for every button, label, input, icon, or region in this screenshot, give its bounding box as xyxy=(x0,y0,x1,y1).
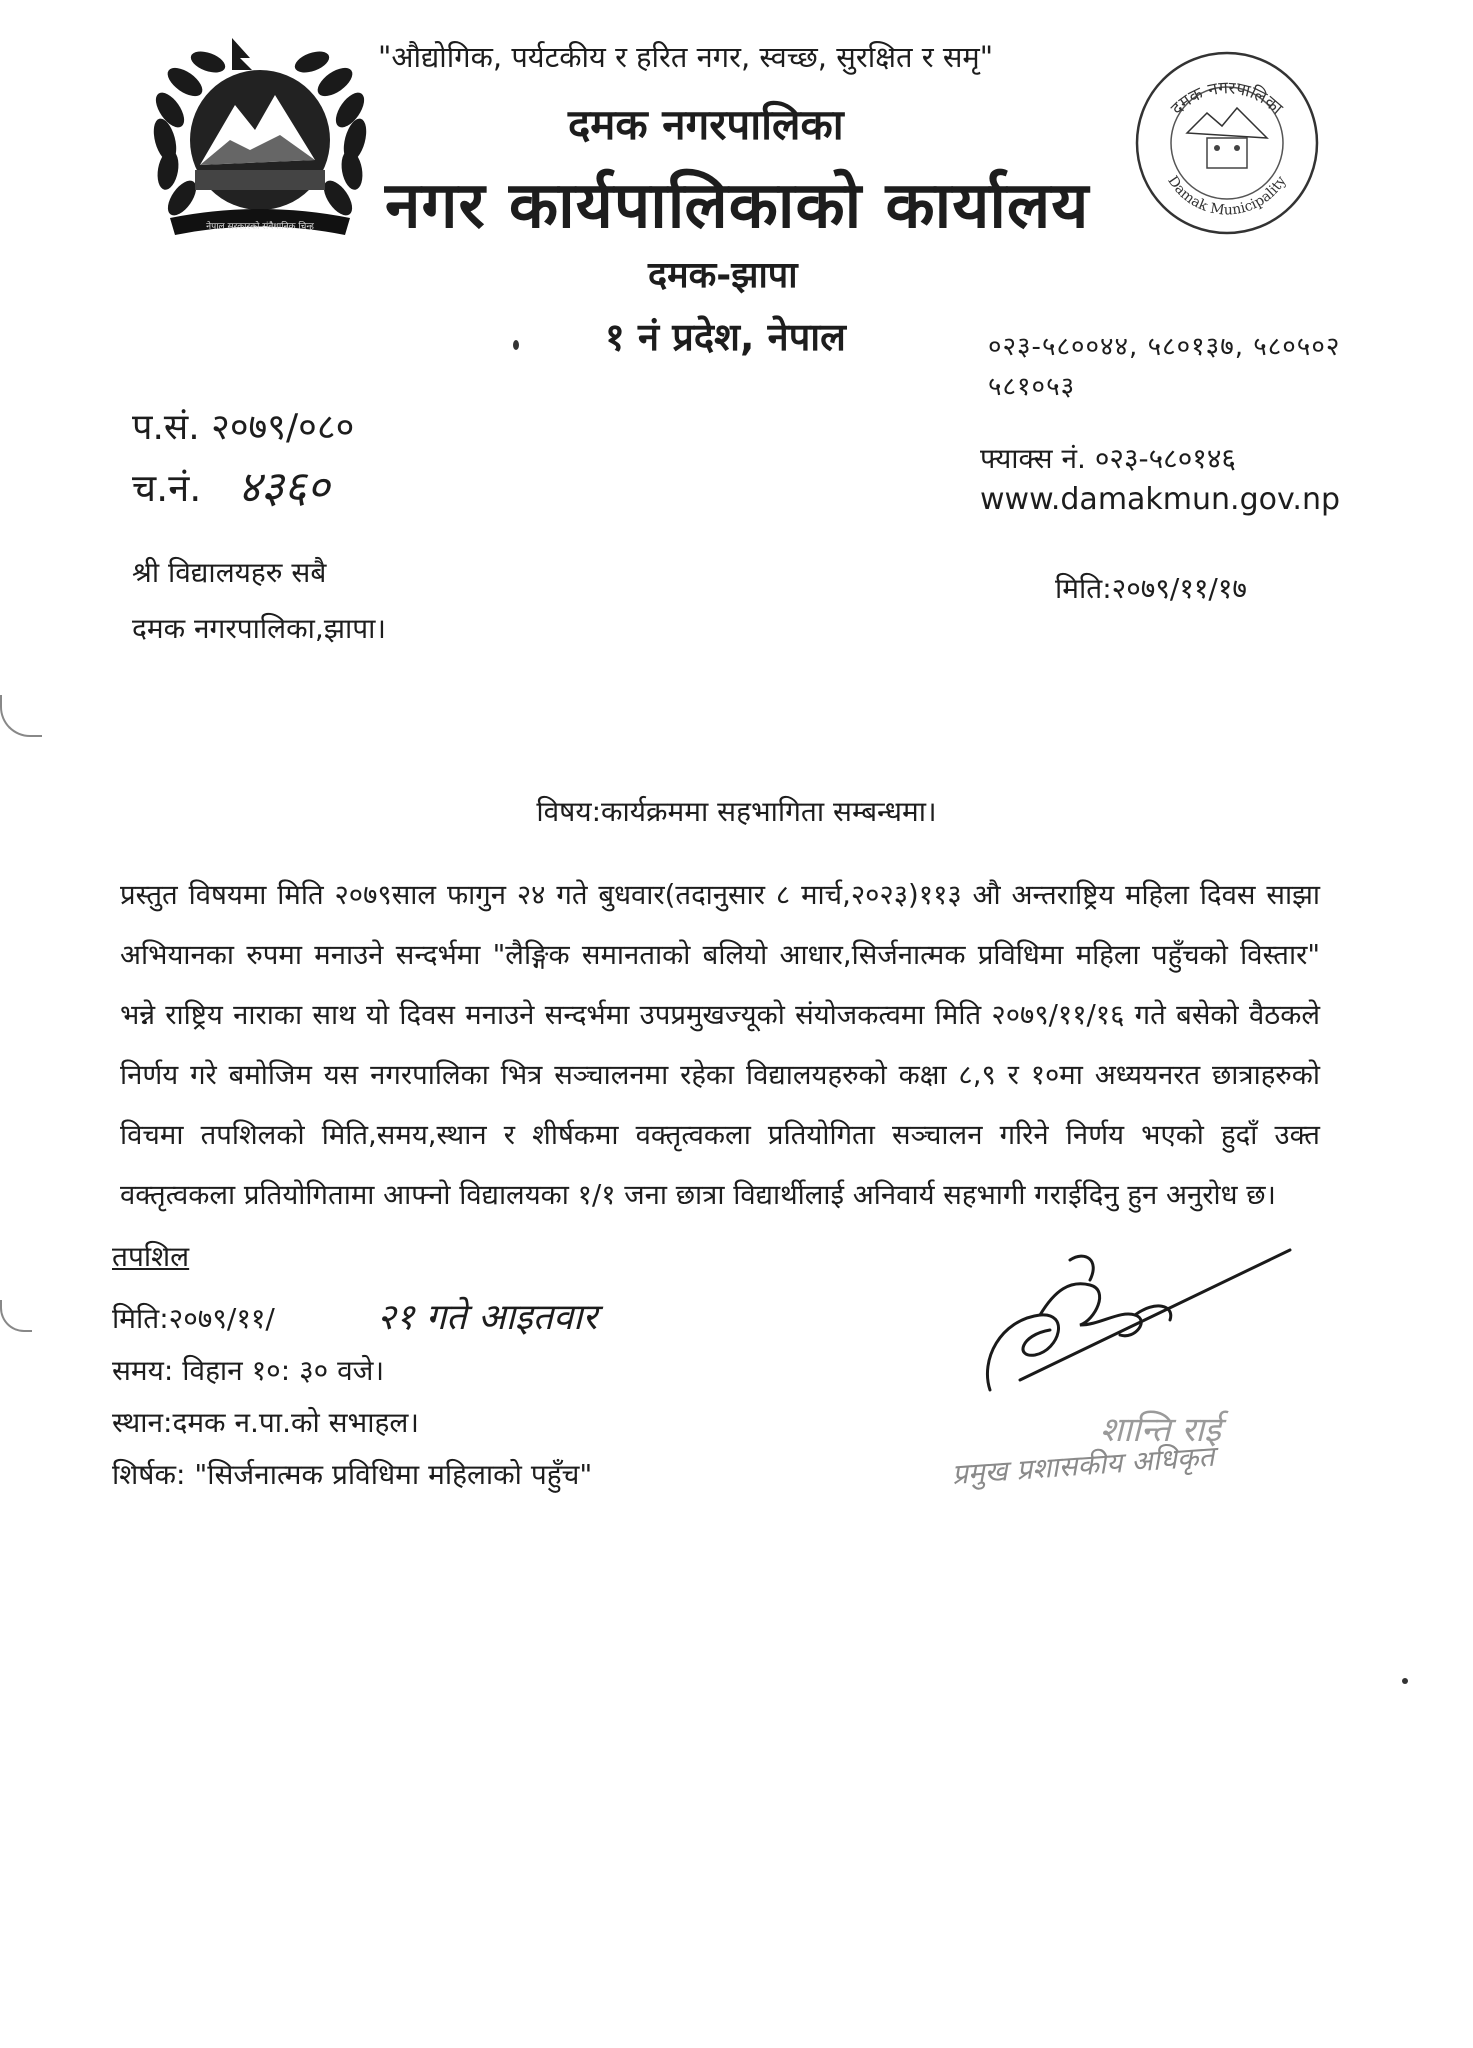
schedule-heading: तपशिल xyxy=(112,1240,190,1273)
schedule-date-handwritten: २१ गते आइतवार xyxy=(377,1297,598,1338)
government-emblem-icon xyxy=(140,30,380,245)
province-address: १ नं प्रदेश, नेपाल xyxy=(605,315,846,359)
office-name: नगर कार्यपालिकाको कार्यालय xyxy=(385,169,1090,243)
scan-edge-mark xyxy=(0,695,42,737)
website-link[interactable]: www.damakmun.gov.np xyxy=(980,482,1340,517)
dispatch-label: च.नं. xyxy=(132,466,202,510)
schedule-date-label: मिति:२०७९/११/ xyxy=(112,1302,275,1335)
schedule-title: शिर्षक: "सिर्जनात्मक प्रविधिमा महिलाको पहुँच" xyxy=(112,1458,593,1491)
scan-mark xyxy=(1402,1678,1408,1684)
phone-numbers: ०२३-५८००४४, ५८०१३७, ५८०५०२ xyxy=(988,332,1341,362)
phone-numbers-continued: ५८१०५३ xyxy=(988,372,1076,402)
letter-subject: विषय:कार्यक्रममा सहभागिता सम्बन्धमा। xyxy=(536,795,937,828)
svg-text:नेपाल सरकारको संवैधानिक चिन्ह: नेपाल सरकारको संवैधानिक चिन्ह xyxy=(206,222,314,232)
signatory-name: शान्ति राई xyxy=(1100,1410,1221,1450)
recipient-line-2: दमक नगरपालिका,झापा। xyxy=(132,612,387,645)
schedule-time: समय: विहान १०: ३० वजे। xyxy=(112,1354,385,1387)
municipality-motto: "औद्योगिक, पर्यटकीय र हरित नगर, स्वच्छ, सुरक्षित र समृ" xyxy=(378,40,994,74)
dispatch-number: ४३६० xyxy=(238,462,330,513)
scan-edge-mark xyxy=(0,1300,32,1332)
letter-body: प्रस्तुत विषयमा मिति २०७९साल फागुन २४ गते बुधवार(तदानुसार ८ मार्च,२०२३)११३ औ अन्तराष्ट्रिय महिला दिवस साझा अभियानका रुपमा मनाउने सन्दर्भमा "लैङ्गिक समानताको बलियो आधार,सिर्जनात्मक प्रविधिमा महिला पहुँचको विस्तार" भन्ने राष्ट्रिय नाराका साथ यो दिवस मनाउने सन्दर्भमा उपप्रमुखज्यूको संयोजकत्वमा मिति २०७९/११/१६ गते बसेको वैठकले निर्णय गरे बमोजिम यस नगरपालिका भित्र सञ्चालनमा रहेका विद्यालयहरुको कक्षा ८,९ र १०मा अध्ययनरत छात्राहरुको विचमा तपशिलको मिति,समय,स्थान र शीर्षकमा वक्तृत्वकला प्रतियोगिता सञ्चालन गरिने निर्णय भएको हुदाँ उक्त वक्तृत्वकला प्रतियोगितामा आफ्नो विद्यालयका १/१ जना छात्रा विद्यार्थीलाई अनिवार्य सहभागी गराईदिनु हुन अनुरोध छ। xyxy=(120,879,1320,1211)
svg-text:दमक नगरपालिका: दमक नगरपालिका xyxy=(1167,78,1287,120)
district-address: दमक-झापा xyxy=(648,255,798,296)
recipient-line-1: श्री विद्यालयहरु सबै xyxy=(132,556,327,589)
signatory-designation: प्रमुख प्रशासकीय अधिकृत xyxy=(950,1439,1216,1491)
letter-date: मिति:२०७९/११/१७ xyxy=(1055,572,1247,605)
fax-number: फ्याक्स नं. ०२३-५८०१४६ xyxy=(980,442,1236,475)
schedule-venue: स्थान:दमक न.पा.को सभाहल। xyxy=(112,1406,419,1439)
organization-name: दमक नगरपालिका xyxy=(568,100,844,149)
svg-text:Damak Municipality: Damak Municipality xyxy=(1164,173,1290,219)
municipality-seal-icon xyxy=(1132,48,1322,238)
scan-mark xyxy=(513,340,519,350)
fiscal-year: प.सं. २०७९/०८० xyxy=(132,407,355,448)
